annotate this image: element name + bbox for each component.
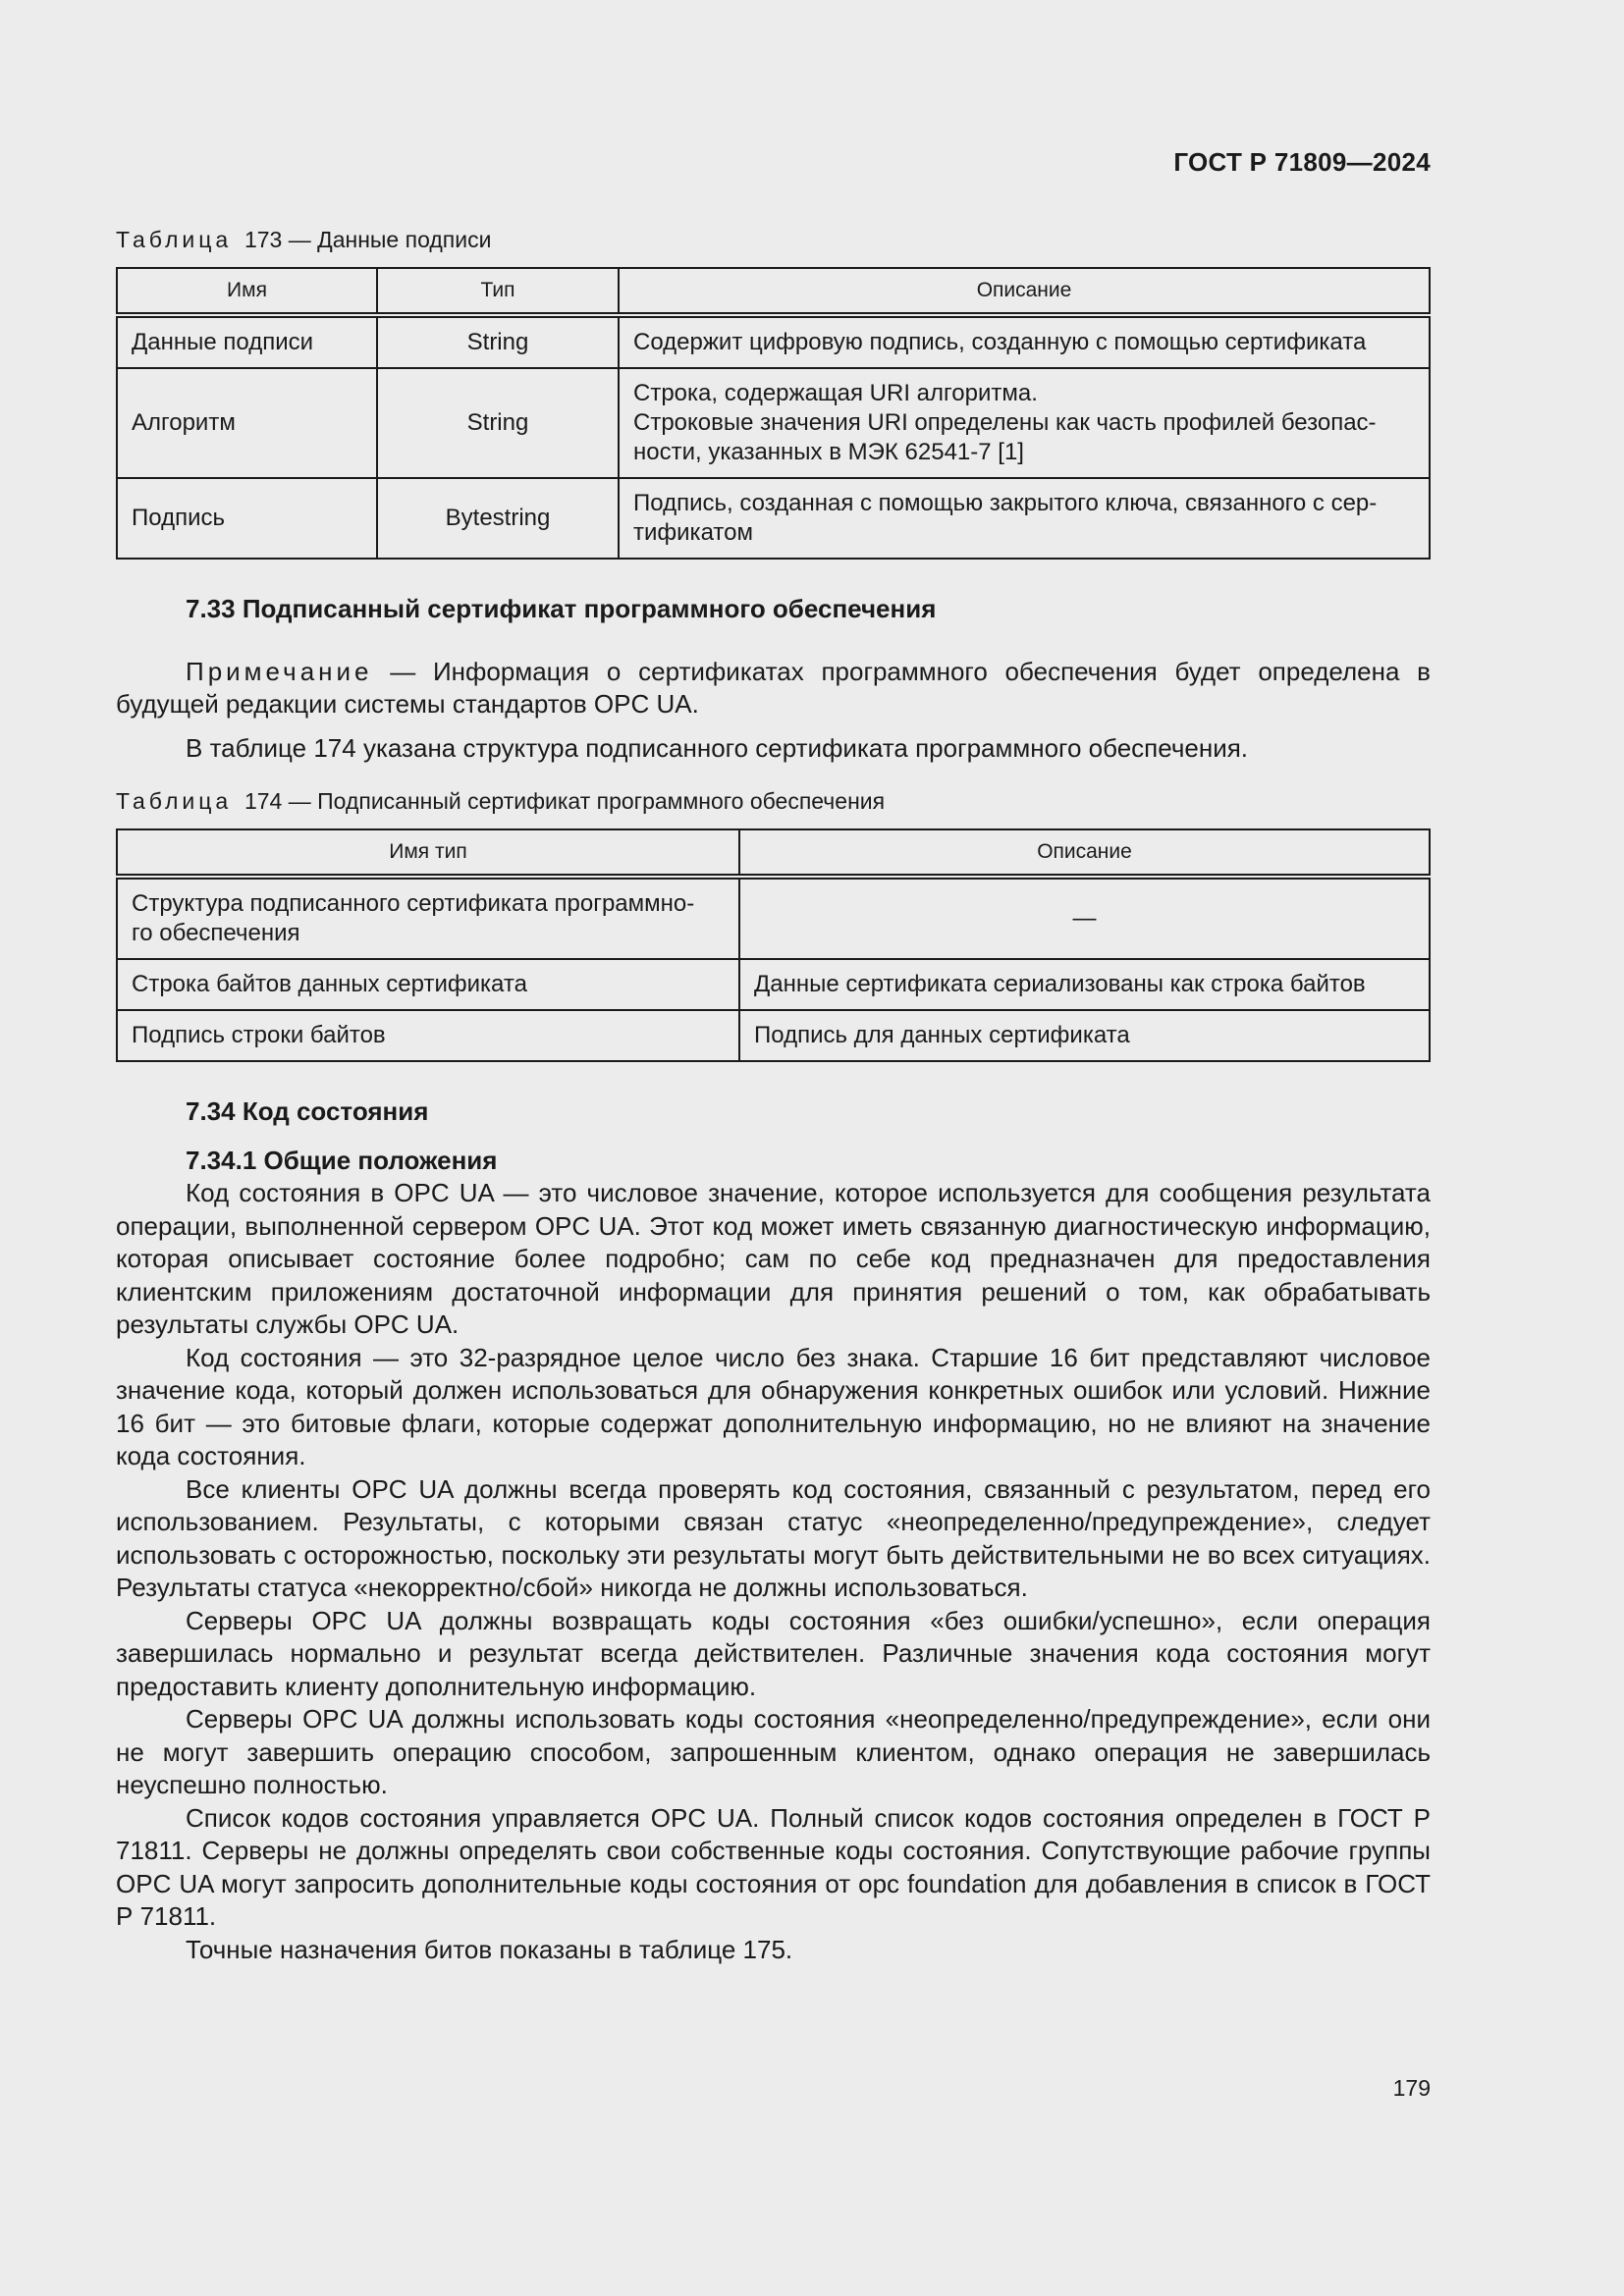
note-text: — Информация о сертификатах программного обеспечения будет определена в будущей редакции системы стандартов OPC UA.	[116, 657, 1431, 719]
column-header-name-type: Имя тип	[117, 829, 739, 877]
cell-name: Алгоритм	[117, 368, 377, 478]
body-paragraph: Точные назначения битов показаны в таблице 175.	[186, 1934, 793, 1964]
cell-name	[117, 959, 739, 1010]
section-7-34-1-body	[116, 1177, 1431, 1966]
body-paragraph: Код состояния в OPC UA — это числовое значение, которое используется для сообщения результата операции, выполненной сервером OPC UA. Этот код может иметь связанную диагностическую информацию, которая описывает состояние более подробно; сам по себе код предназначен для предоставления клиентским приложениям достаточной информации для принятия решений о том, как обрабатывать результаты службы OPC UA.	[116, 1178, 1431, 1339]
cell-type: String	[377, 368, 619, 478]
table-174-block	[116, 785, 1431, 1062]
table-173-caption-label: Таблица	[116, 227, 233, 252]
cell-name: Подпись	[117, 478, 377, 559]
table-row	[117, 959, 1430, 1010]
table-174-caption	[116, 785, 1431, 817]
cell-description: Данные сертификата сериализованы как строка байтов	[739, 959, 1430, 1010]
body-paragraph: Все клиенты OPC UA должны всегда проверять код состояния, связанный с результатом, перед его использованием. Результаты, с которыми связан статус «неопределенно/предупреждение», следует использовать с осторожностью, поскольку эти результаты могут быть действительными не во всех ситуациях. Результаты статуса «некорректно/сбой» никогда не должны использоваться.	[116, 1473, 1431, 1602]
body-paragraph: Серверы OPC UA должны использовать коды состояния «неопределенно/предупреждение», если они не могут завершить операцию способом, запрошенным клиентом, однако операция не завершилась неуспешно полностью.	[116, 1704, 1431, 1799]
table-row	[117, 877, 1430, 959]
section-7-34-1-heading: 7.34.1 Общие положения	[186, 1146, 498, 1175]
section-7-33-heading: 7.33 Подписанный сертификат программного обеспечения	[186, 594, 937, 623]
cell-name	[117, 877, 739, 959]
cell-type: Bytestring	[377, 478, 619, 559]
column-header-description: Описание	[739, 829, 1430, 877]
table-row	[117, 1010, 1430, 1061]
table-row	[117, 315, 1430, 368]
cell-description: Подпись для данных сертификата	[739, 1010, 1430, 1061]
column-header-name: Имя	[117, 268, 377, 315]
body-paragraph: Код состояния — это 32-разрядное целое число без знака. Старшие 16 бит представляют числовое значение кода, который должен использоваться для обнаружения конкретных ошибок или условий. Нижние 16 бит — это битовые флаги, которые содержат дополнительную информацию, но не влияют на значение кода состояния.	[116, 1342, 1431, 1470]
description-line: Подпись, созданная с помощью закрытого ключа, связанного с сер-	[633, 490, 1378, 516]
body-paragraph: Список кодов состояния управляется OPC UA. Полный список кодов состояния определен в ГОСТ Р 71811. Серверы не должны определять свои собственные коды состояния. Сопутствующие рабочие группы OPC UA могут запросить дополнительные коды состояния от opc foundation для добавления в список в ГОСТ Р 71811.	[116, 1802, 1431, 1931]
cell-description: —	[739, 877, 1430, 959]
table-173-caption-text: 173 — Данные подписи	[244, 227, 492, 252]
table-173-block	[116, 224, 1431, 560]
cell-type: String	[377, 315, 619, 368]
table-row	[117, 478, 1430, 559]
cell-name: Данные подписи	[117, 315, 377, 368]
cell-description	[619, 368, 1430, 478]
body-paragraph: Серверы OPC UA должны возвращать коды состояния «без ошибки/успешно», если операция завершилась нормально и результат всегда действителен. Различные значения кода состояния могут предоставить клиенту дополнительную информацию.	[116, 1605, 1431, 1701]
description-line: Содержит цифровую подпись, созданную с помощью сертификата	[633, 329, 1367, 355]
section-7-34-heading: 7.34 Код состояния	[186, 1096, 429, 1126]
description-line: ности, указанных в МЭК 62541-7 [1]	[633, 439, 1024, 465]
table-173-caption	[116, 224, 1431, 255]
column-header-description: Описание	[619, 268, 1430, 315]
table-173	[116, 267, 1431, 560]
table-174-caption-label: Таблица	[116, 788, 233, 814]
page-number: 179	[1392, 2075, 1431, 2101]
document-header: ГОСТ Р 71809—2024	[1173, 147, 1431, 177]
column-header-type: Тип	[377, 268, 619, 315]
name-line: Подпись строки байтов	[132, 1022, 386, 1048]
note-paragraph	[116, 656, 1431, 721]
description-line: Строка, содержащая URI алгоритма.	[633, 380, 1038, 406]
cell-description	[619, 315, 1430, 368]
table-174-caption-text: 174 — Подписанный сертификат программного обеспечения	[244, 788, 886, 814]
table-header-row	[117, 829, 1430, 877]
name-line: Строка байтов данных сертификата	[132, 971, 527, 997]
name-line: Структура подписанного сертификата программно-	[132, 890, 695, 917]
name-line: го обеспечения	[132, 920, 300, 946]
cell-name	[117, 1010, 739, 1061]
section-7-33-intro: В таблице 174 указана структура подписанного сертификата программного обеспечения.	[186, 733, 1249, 763]
table-header-row	[117, 268, 1430, 315]
cell-description	[619, 478, 1430, 559]
table-row	[117, 368, 1430, 478]
description-line: тификатом	[633, 519, 753, 546]
description-line: Строковые значения URI определены как часть профилей безопас-	[633, 409, 1377, 436]
table-174	[116, 828, 1431, 1062]
note-label: Примечание	[186, 657, 373, 686]
